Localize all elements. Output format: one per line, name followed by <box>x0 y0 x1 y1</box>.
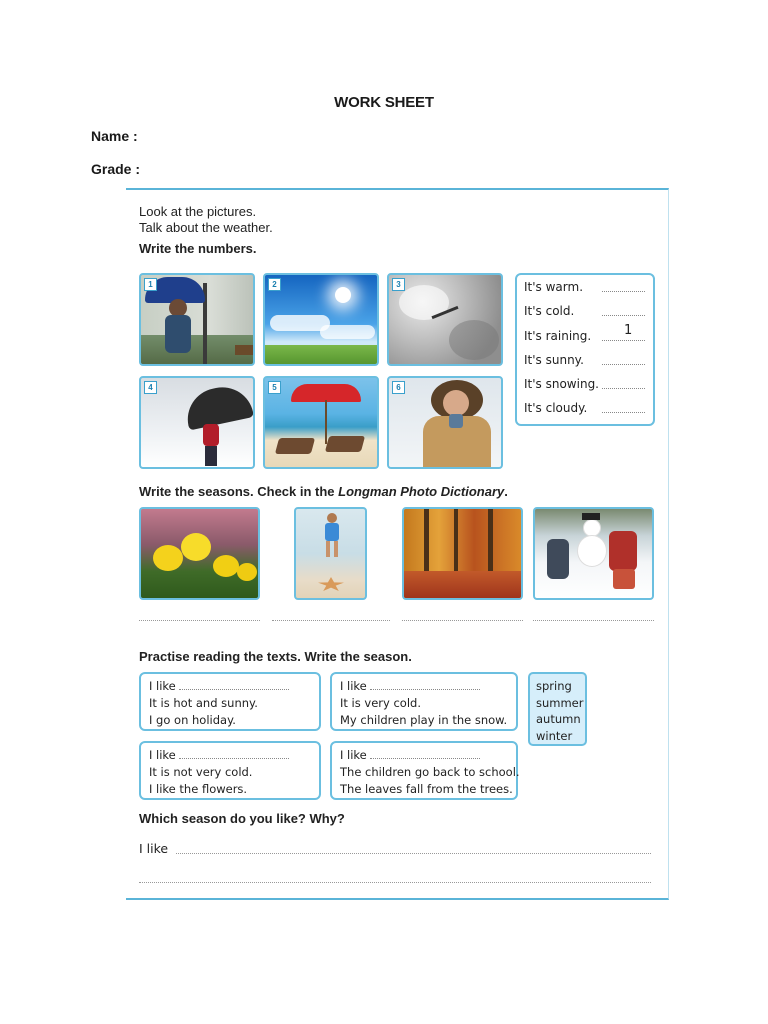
season-word-winter: winter <box>536 728 573 743</box>
answer-line[interactable] <box>602 364 645 365</box>
answer-line[interactable] <box>370 758 480 759</box>
photo-number-badge: 5 <box>268 381 281 394</box>
answer-line[interactable] <box>602 412 645 413</box>
worksheet-panel <box>126 188 669 900</box>
question-which-season: Which season do you like? Why? <box>139 811 345 826</box>
snowing-umbrella-photo <box>139 376 255 469</box>
answer-line[interactable] <box>176 853 651 854</box>
reading-text-box: I like The children go back to school. The leaves fall from the trees. <box>330 741 518 800</box>
grade-field-label: Grade : <box>91 161 141 177</box>
weather-matching-box <box>515 273 655 426</box>
snowman-family-photo <box>533 507 654 600</box>
weather-row-sunny: It's sunny. <box>524 353 645 373</box>
season-word-summer: summer <box>536 695 584 710</box>
season-word-bank <box>528 672 587 746</box>
answer-line[interactable] <box>602 315 645 316</box>
photo-number-badge: 2 <box>268 278 281 291</box>
season-answer-line[interactable] <box>533 620 654 621</box>
name-field-label: Name : <box>91 128 138 144</box>
season-word-spring: spring <box>536 679 572 693</box>
weather-row-warm: It's warm. <box>524 280 645 300</box>
instruction-talk: Talk about the weather. <box>139 220 273 235</box>
weather-row-snowing: It's snowing. <box>524 377 645 397</box>
reading-text-box: I like It is not very cold. I like the flowers. <box>139 741 321 800</box>
reading-text-box: I like It is hot and sunny. I go on holiday. <box>139 672 321 731</box>
daffodils-photo <box>139 507 260 600</box>
reading-text-box: I like It is very cold. My children play in the snow. <box>330 672 518 731</box>
woman-umbrella-rain-photo <box>139 273 255 366</box>
photo-number-badge: 6 <box>392 381 405 394</box>
girl-beach-starfish-photo <box>294 507 367 600</box>
weather-row-raining: It's raining. 1 <box>524 329 645 349</box>
answer-line[interactable] <box>179 689 289 690</box>
man-fur-hood-cold-photo <box>387 376 503 469</box>
sunny-sky-photo <box>263 273 379 366</box>
season-answer-line[interactable] <box>139 620 260 621</box>
answer-value: 1 <box>624 323 633 338</box>
answer-line[interactable] <box>602 388 645 389</box>
page-title: WORK SHEET <box>334 94 434 111</box>
autumn-forest-photo <box>402 507 523 600</box>
instruction-look: Look at the pictures. <box>139 204 257 219</box>
season-word-autumn: autumn <box>536 712 581 726</box>
season-answer-line[interactable] <box>272 620 390 621</box>
weather-row-cloudy: It's cloudy. <box>524 401 645 421</box>
answer-prompt: I like <box>139 841 169 856</box>
beach-umbrella-photo <box>263 376 379 469</box>
season-answer-line[interactable] <box>402 620 523 621</box>
photo-number-badge: 1 <box>144 278 157 291</box>
instruction-write-seasons: Write the seasons. Check in the Longman Photo Dictionary. <box>139 484 508 499</box>
answer-line[interactable] <box>179 758 289 759</box>
answer-line[interactable] <box>139 882 651 883</box>
instruction-write-numbers: Write the numbers. <box>139 241 257 256</box>
answer-line[interactable] <box>370 689 480 690</box>
answer-line[interactable] <box>602 340 645 341</box>
cloudy-sky-plane-photo <box>387 273 503 366</box>
photo-number-badge: 3 <box>392 278 405 291</box>
photo-number-badge: 4 <box>144 381 157 394</box>
weather-row-cold: It's cold. <box>524 304 645 324</box>
instruction-practise-reading: Practise reading the texts. Write the season. <box>139 649 412 664</box>
answer-line[interactable] <box>602 291 645 292</box>
